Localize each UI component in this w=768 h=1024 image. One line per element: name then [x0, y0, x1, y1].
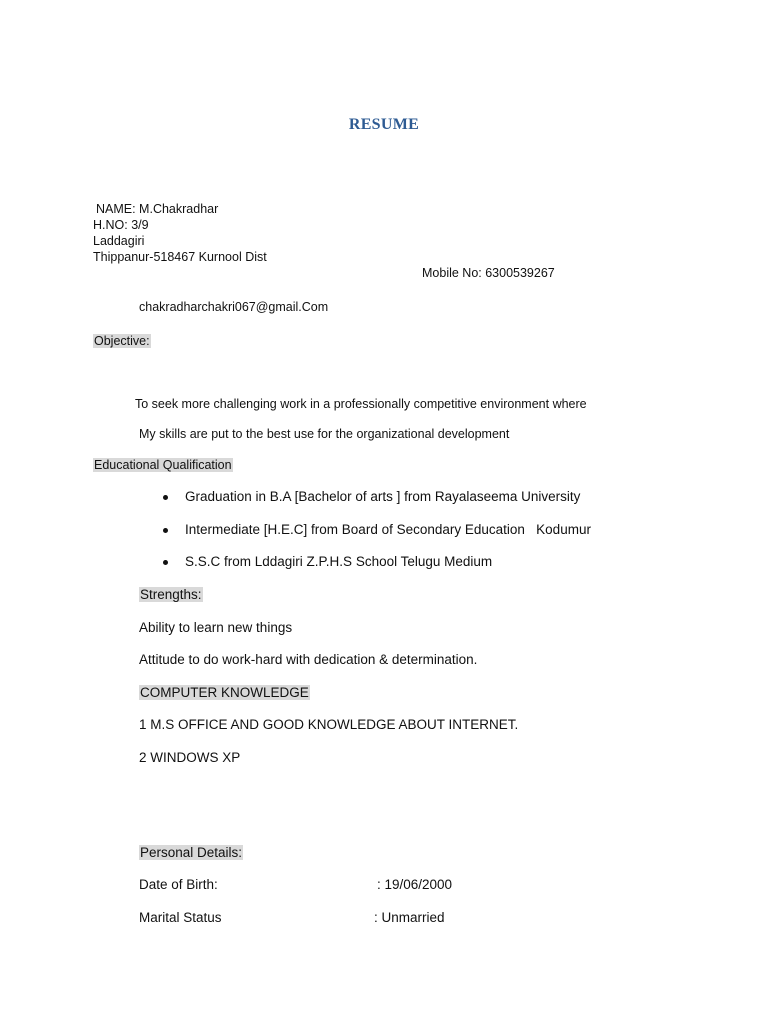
strengths-heading — [139, 587, 203, 602]
personal-dob-value: : 19/06/2000 — [377, 877, 453, 892]
bullet-icon — [163, 560, 168, 565]
bullet-icon — [163, 528, 168, 533]
education-heading-text: Educational Qualification — [94, 458, 232, 472]
strength-item: Attitude to do work-hard with dedication & determination. — [139, 652, 478, 667]
personal-heading — [139, 845, 243, 860]
objective-line-2: My skills are put to the best use for the organizational development — [139, 427, 510, 441]
bullet-icon — [163, 495, 168, 500]
objective-line-1: To seek more challenging work in a professionally competitive environment where — [135, 397, 587, 411]
objective-heading-text: Objective: — [94, 334, 150, 348]
contact-name: NAME: M.Chakradhar — [96, 202, 219, 216]
computer-heading-text: COMPUTER KNOWLEDGE — [140, 685, 309, 700]
personal-marital-label: Marital Status — [139, 910, 222, 925]
contact-house-no: H.NO: 3/9 — [93, 218, 149, 232]
personal-dob-label: Date of Birth: — [139, 877, 218, 892]
page-title: RESUME — [348, 116, 420, 133]
contact-mobile: Mobile No: 6300539267 — [422, 266, 555, 280]
computer-heading — [139, 685, 310, 700]
computer-item: 2 WINDOWS XP — [139, 750, 241, 765]
contact-email: chakradharchakri067@gmail.Com — [139, 300, 329, 314]
personal-heading-text: Personal Details: — [140, 845, 243, 860]
personal-marital-value: : Unmarried — [374, 910, 445, 925]
contact-village: Laddagiri — [93, 234, 145, 248]
education-heading — [93, 458, 233, 472]
education-item-ssc: S.S.C from Lddagiri Z.P.H.S School Telugu Medium — [185, 554, 493, 569]
objective-heading — [93, 334, 151, 348]
education-item-graduation: Graduation in B.A [Bachelor of arts ] from Rayalaseema University — [185, 489, 581, 504]
contact-district: Thippanur-518467 Kurnool Dist — [93, 250, 267, 264]
education-item-intermediate: Intermediate [H.E.C] from Board of Secondary Education Kodumur — [185, 522, 591, 537]
computer-item: 1 M.S OFFICE AND GOOD KNOWLEDGE ABOUT INTERNET. — [139, 717, 519, 732]
strengths-heading-text: Strengths: — [140, 587, 202, 602]
strength-item: Ability to learn new things — [139, 620, 293, 635]
